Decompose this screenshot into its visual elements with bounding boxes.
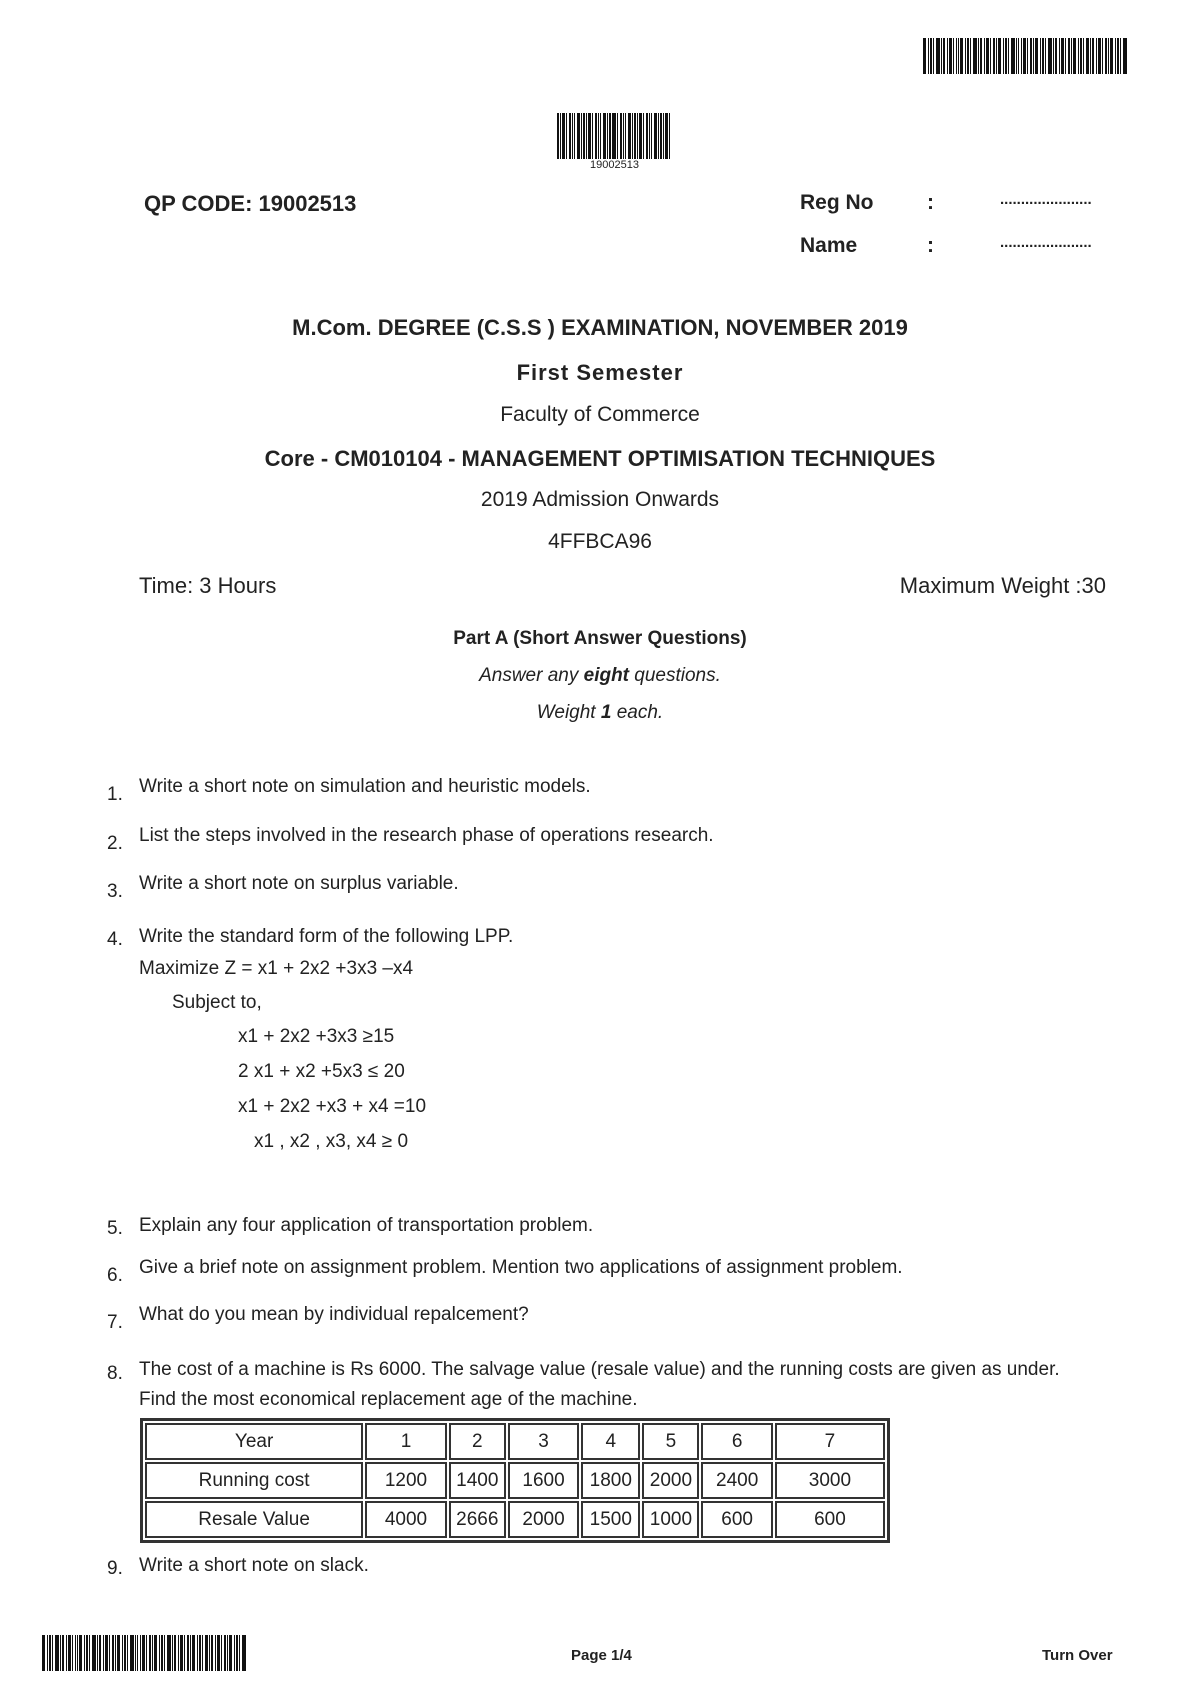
table-cell: 2400 bbox=[701, 1462, 772, 1499]
center-barcode bbox=[557, 113, 672, 159]
barcode-bar bbox=[600, 113, 601, 159]
barcode-bar bbox=[598, 113, 599, 159]
table-cell: 5 bbox=[642, 1423, 699, 1460]
barcode-bar bbox=[152, 1635, 153, 1671]
question-number: 3. bbox=[107, 881, 123, 902]
barcode-bar bbox=[92, 1635, 96, 1671]
barcode-bar bbox=[167, 1635, 171, 1671]
question-text: What do you mean by individual repalcement? bbox=[139, 1304, 529, 1325]
barcode-bar bbox=[1071, 38, 1072, 74]
barcode-bar bbox=[1059, 38, 1060, 74]
max-weight: Maximum Weight :30 bbox=[899, 573, 1106, 598]
barcode-bar bbox=[569, 113, 571, 159]
barcode-bar bbox=[941, 38, 942, 74]
barcode-bar bbox=[986, 38, 989, 74]
table-cell: 4000 bbox=[365, 1501, 447, 1538]
barcode-bar bbox=[669, 113, 670, 159]
barcode-bar bbox=[1055, 38, 1057, 74]
barcode-label: 19002513 bbox=[590, 159, 639, 171]
table-header-row bbox=[145, 1423, 885, 1460]
barcode-bar bbox=[1035, 38, 1038, 74]
barcode-bar bbox=[1018, 38, 1020, 74]
barcode-bar bbox=[149, 1635, 151, 1671]
part-a-instruction bbox=[0, 665, 1200, 687]
barcode-bar bbox=[639, 113, 642, 159]
question-text: Write a short note on simulation and heuristic models. bbox=[139, 776, 591, 797]
barcode-bar bbox=[197, 1635, 198, 1671]
barcode-bar bbox=[66, 1635, 67, 1671]
barcode-bar bbox=[1102, 38, 1103, 74]
barcode-bar bbox=[1033, 38, 1034, 74]
barcode-bar bbox=[184, 1635, 185, 1671]
barcode-bar bbox=[1086, 38, 1090, 74]
barcode-bar bbox=[42, 1635, 45, 1671]
barcode-bar bbox=[967, 38, 969, 74]
question-text: List the steps involved in the research phase of operations research. bbox=[139, 825, 714, 846]
name-colon: : bbox=[927, 234, 934, 257]
question-number: 5. bbox=[107, 1218, 123, 1239]
lpp-subject-to: Subject to, bbox=[172, 992, 262, 1013]
turn-over: Turn Over bbox=[1042, 1647, 1113, 1664]
barcode-bar bbox=[1073, 38, 1076, 74]
part-a-weight bbox=[0, 702, 1200, 724]
barcode-bar bbox=[665, 113, 668, 159]
barcode-bar bbox=[77, 1635, 78, 1671]
barcode-bar bbox=[192, 1635, 195, 1671]
barcode-bar bbox=[115, 1635, 116, 1671]
barcode-bar bbox=[623, 113, 624, 159]
question-number: 8. bbox=[107, 1363, 123, 1384]
barcode-bar bbox=[588, 113, 591, 159]
question-number: 9. bbox=[107, 1558, 123, 1579]
question-number: 1. bbox=[107, 784, 123, 805]
barcode-bar bbox=[1098, 38, 1101, 74]
question-number: 7. bbox=[107, 1312, 123, 1333]
barcode-bar bbox=[55, 1635, 59, 1671]
barcode-bar bbox=[89, 1635, 90, 1671]
barcode-bar bbox=[557, 113, 559, 159]
barcode-bar bbox=[595, 113, 597, 159]
paper-code: 4FFBCA96 bbox=[548, 530, 652, 553]
barcode-bar bbox=[628, 113, 631, 159]
barcode-bar bbox=[956, 38, 958, 74]
barcode-bar bbox=[1065, 38, 1066, 74]
barcode-bar bbox=[72, 1635, 73, 1671]
barcode-bar bbox=[127, 1635, 128, 1671]
table-cell: 3 bbox=[508, 1423, 579, 1460]
barcode-bar bbox=[172, 1635, 173, 1671]
time: Time: 3 Hours bbox=[139, 573, 277, 598]
barcode-bar bbox=[1078, 38, 1079, 74]
barcode-bar bbox=[49, 1635, 51, 1671]
table-cell: 1500 bbox=[581, 1501, 640, 1538]
question-text: Explain any four application of transportation problem. bbox=[139, 1215, 594, 1236]
barcode-bar bbox=[215, 1635, 216, 1671]
weight-post: each. bbox=[611, 702, 664, 723]
barcode-bar bbox=[142, 1635, 145, 1671]
barcode-bar bbox=[62, 1635, 64, 1671]
page-number: Page 1/4 bbox=[571, 1647, 632, 1664]
barcode-bar bbox=[229, 1635, 232, 1671]
barcode-bar bbox=[651, 113, 652, 159]
barcode-bar bbox=[180, 1635, 183, 1671]
barcode-bar bbox=[137, 1635, 139, 1671]
barcode-bar bbox=[154, 1635, 157, 1671]
barcode-bar bbox=[1048, 38, 1052, 74]
question-number: 2. bbox=[107, 833, 123, 854]
table-cell: 1 bbox=[365, 1423, 447, 1460]
barcode-bar bbox=[574, 113, 575, 159]
barcode-bar bbox=[47, 1635, 48, 1671]
barcode-bar bbox=[211, 1635, 213, 1671]
barcode-bar bbox=[560, 113, 561, 159]
barcode-bar bbox=[164, 1635, 165, 1671]
barcode-bar bbox=[86, 1635, 88, 1671]
barcode-bar bbox=[923, 38, 926, 74]
bottom-left-barcode bbox=[42, 1635, 247, 1671]
barcode-bar bbox=[1005, 38, 1007, 74]
top-right-barcode bbox=[923, 38, 1128, 74]
reg-no-colon: : bbox=[927, 191, 934, 214]
reg-no-label: Reg No bbox=[800, 191, 874, 214]
barcode-bar bbox=[609, 113, 611, 159]
barcode-bar bbox=[1023, 38, 1026, 74]
barcode-bar bbox=[1083, 38, 1084, 74]
barcode-bar bbox=[943, 38, 945, 74]
replacement-cost-table bbox=[140, 1418, 890, 1543]
barcode-bar bbox=[663, 113, 664, 159]
table-cell: 7 bbox=[775, 1423, 885, 1460]
barcode-bar bbox=[978, 38, 979, 74]
barcode-bar bbox=[607, 113, 608, 159]
barcode-bar bbox=[998, 38, 1001, 74]
barcode-bar bbox=[112, 1635, 114, 1671]
barcode-bar bbox=[84, 1635, 85, 1671]
barcode-bar bbox=[1123, 38, 1127, 74]
barcode-bar bbox=[996, 38, 997, 74]
barcode-bar bbox=[1110, 38, 1113, 74]
barcode-bar bbox=[1117, 38, 1119, 74]
barcode-bar bbox=[1105, 38, 1107, 74]
barcode-bar bbox=[242, 1635, 246, 1671]
barcode-bar bbox=[224, 1635, 226, 1671]
barcode-bar bbox=[1080, 38, 1082, 74]
barcode-bar bbox=[953, 38, 954, 74]
barcode-bar bbox=[620, 113, 622, 159]
table-row bbox=[145, 1501, 885, 1538]
lpp-constraint-4: x1 , x2 , x3, x4 ≥ 0 bbox=[254, 1131, 409, 1152]
barcode-bar bbox=[161, 1635, 163, 1671]
barcode-bar bbox=[958, 38, 959, 74]
barcode-bar bbox=[632, 113, 633, 159]
barcode-bar bbox=[1096, 38, 1097, 74]
barcode-bar bbox=[75, 1635, 77, 1671]
table-cell: 1400 bbox=[449, 1462, 506, 1499]
instruction-pre: Answer any bbox=[479, 665, 584, 686]
barcode-bar bbox=[52, 1635, 53, 1671]
question-text: Write the standard form of the following LPP. bbox=[139, 926, 514, 947]
table-cell: 1200 bbox=[365, 1462, 447, 1499]
barcode-bar bbox=[117, 1635, 120, 1671]
course-title: Core - CM010104 - MANAGEMENT OPTIMISATION TECHNIQUES bbox=[264, 446, 936, 471]
barcode-bar bbox=[984, 38, 985, 74]
reg-no-blank: ...................... bbox=[1000, 191, 1092, 208]
barcode-bar bbox=[928, 38, 929, 74]
barcode-bar bbox=[1030, 38, 1032, 74]
barcode-bar bbox=[236, 1635, 238, 1671]
barcode-bar bbox=[1011, 38, 1015, 74]
barcode-bar bbox=[1068, 38, 1070, 74]
barcode-bar bbox=[140, 1635, 141, 1671]
lpp-objective: Maximize Z = x1 + 2x2 +3x3 –x4 bbox=[139, 958, 414, 979]
barcode-bar bbox=[1061, 38, 1064, 74]
barcode-bar bbox=[124, 1635, 126, 1671]
barcode-bar bbox=[1053, 38, 1054, 74]
barcode-bar bbox=[79, 1635, 82, 1671]
barcode-bar bbox=[221, 1635, 222, 1671]
barcode-bar bbox=[592, 113, 593, 159]
barcode-bar bbox=[60, 1635, 61, 1671]
table-cell: 3000 bbox=[775, 1462, 885, 1499]
barcode-bar bbox=[612, 113, 613, 159]
barcode-bar bbox=[209, 1635, 210, 1671]
name-blank: ...................... bbox=[1000, 234, 1092, 251]
name-label: Name bbox=[800, 234, 858, 257]
barcode-bar bbox=[980, 38, 982, 74]
instruction-post: questions. bbox=[629, 665, 721, 686]
barcode-bar bbox=[949, 38, 952, 74]
barcode-bar bbox=[205, 1635, 209, 1671]
barcode-bar bbox=[970, 38, 971, 74]
barcode-bar bbox=[99, 1635, 101, 1671]
question-text: Give a brief note on assignment problem. Mention two applications of assignment problem. bbox=[139, 1257, 903, 1278]
table-cell: 600 bbox=[775, 1501, 885, 1538]
barcode-bar bbox=[1016, 38, 1017, 74]
question-number: 6. bbox=[107, 1265, 123, 1286]
barcode-bar bbox=[577, 113, 580, 159]
barcode-bar bbox=[146, 1635, 147, 1671]
barcode-bar bbox=[190, 1635, 191, 1671]
barcode-bar bbox=[97, 1635, 98, 1671]
semester: First Semester bbox=[516, 360, 684, 385]
barcode-bar bbox=[1092, 38, 1094, 74]
barcode-bar bbox=[637, 113, 638, 159]
weight-pre: Weight bbox=[536, 702, 601, 723]
barcode-bar bbox=[130, 1635, 134, 1671]
admission: 2019 Admission Onwards bbox=[480, 488, 720, 511]
barcode-bar bbox=[654, 113, 657, 159]
barcode-bar bbox=[965, 38, 966, 74]
barcode-bar bbox=[658, 113, 659, 159]
barcode-bar bbox=[936, 38, 940, 74]
barcode-bar bbox=[1120, 38, 1121, 74]
table-cell: 2666 bbox=[449, 1501, 506, 1538]
barcode-bar bbox=[649, 113, 650, 159]
faculty: Faculty of Commerce bbox=[500, 403, 700, 426]
barcode-bar bbox=[930, 38, 932, 74]
table-cell: 1600 bbox=[508, 1462, 579, 1499]
table-row bbox=[145, 1462, 885, 1499]
qp-code: QP CODE: 19002513 bbox=[144, 191, 357, 216]
table-cell: 600 bbox=[701, 1501, 772, 1538]
barcode-bar bbox=[646, 113, 648, 159]
barcode-bar bbox=[613, 113, 616, 159]
exam-title: M.Com. DEGREE (C.S.S ) EXAMINATION, NOVEMBER 2019 bbox=[292, 315, 908, 340]
barcode-bar bbox=[581, 113, 582, 159]
barcode-bar bbox=[239, 1635, 240, 1671]
barcode-bar bbox=[202, 1635, 203, 1671]
barcode-bar bbox=[109, 1635, 110, 1671]
barcode-bar bbox=[947, 38, 948, 74]
question-text: The cost of a machine is Rs 6000. The salvage value (resale value) and the running costs are given as under. Find the most economical replacement age of the machine. bbox=[139, 1359, 1060, 1410]
barcode-bar bbox=[234, 1635, 235, 1671]
barcode-bar bbox=[178, 1635, 179, 1671]
barcode-bar bbox=[562, 113, 565, 159]
instruction-bold: eight bbox=[583, 665, 630, 686]
barcode-bar bbox=[1090, 38, 1091, 74]
barcode-bar bbox=[122, 1635, 123, 1671]
barcode-bar bbox=[586, 113, 587, 159]
barcode-bar bbox=[643, 113, 644, 159]
barcode-bar bbox=[625, 113, 626, 159]
question-text: Write a short note on slack. bbox=[139, 1555, 369, 1576]
weight-bold: 1 bbox=[600, 702, 612, 723]
barcode-bar bbox=[227, 1635, 228, 1671]
lpp-constraint-2: 2 x1 + x2 +5x3 ≤ 20 bbox=[238, 1061, 405, 1082]
barcode-bar bbox=[1108, 38, 1109, 74]
question-text: Write a short note on surplus variable. bbox=[139, 873, 459, 894]
barcode-bar bbox=[617, 113, 618, 159]
table-cell: 4 bbox=[581, 1423, 640, 1460]
barcode-bar bbox=[1115, 38, 1116, 74]
barcode-bar bbox=[973, 38, 977, 74]
barcode-bar bbox=[566, 113, 567, 159]
barcode-bar bbox=[103, 1635, 104, 1671]
barcode-bar bbox=[583, 113, 585, 159]
barcode-bar bbox=[1003, 38, 1004, 74]
barcode-bar bbox=[960, 38, 963, 74]
lpp-constraint-1: x1 + 2x2 +3x3 ≥15 bbox=[238, 1026, 395, 1047]
barcode-bar bbox=[68, 1635, 71, 1671]
barcode-bar bbox=[187, 1635, 189, 1671]
table-cell: 6 bbox=[701, 1423, 772, 1460]
barcode-bar bbox=[1008, 38, 1009, 74]
table-cell: Running cost bbox=[145, 1462, 363, 1499]
barcode-bar bbox=[634, 113, 636, 159]
table-cell: 2000 bbox=[508, 1501, 579, 1538]
barcode-bar bbox=[1027, 38, 1028, 74]
table-cell: Resale Value bbox=[145, 1501, 363, 1538]
barcode-bar bbox=[135, 1635, 136, 1671]
lpp-constraint-3: x1 + 2x2 +x3 + x4 =10 bbox=[238, 1096, 427, 1117]
barcode-bar bbox=[1040, 38, 1041, 74]
barcode-bar bbox=[603, 113, 606, 159]
barcode-bar bbox=[105, 1635, 108, 1671]
barcode-bar bbox=[933, 38, 934, 74]
barcode-bar bbox=[1045, 38, 1046, 74]
barcode-bar bbox=[660, 113, 662, 159]
barcode-bar bbox=[174, 1635, 176, 1671]
part-a-title: Part A (Short Answer Questions) bbox=[453, 628, 747, 649]
barcode-bar bbox=[572, 113, 573, 159]
table-cell: 1000 bbox=[642, 1501, 699, 1538]
barcode-bar bbox=[217, 1635, 220, 1671]
barcode-bar bbox=[993, 38, 995, 74]
table-cell: 1800 bbox=[581, 1462, 640, 1499]
barcode-bar bbox=[1042, 38, 1044, 74]
table-cell: 2 bbox=[449, 1423, 506, 1460]
barcode-bar bbox=[199, 1635, 201, 1671]
table-cell: 2000 bbox=[642, 1462, 699, 1499]
barcode-bar bbox=[159, 1635, 160, 1671]
barcode-bar bbox=[990, 38, 991, 74]
barcode-bar bbox=[1021, 38, 1022, 74]
table-cell: Year bbox=[145, 1423, 363, 1460]
question-number: 4. bbox=[107, 929, 123, 950]
